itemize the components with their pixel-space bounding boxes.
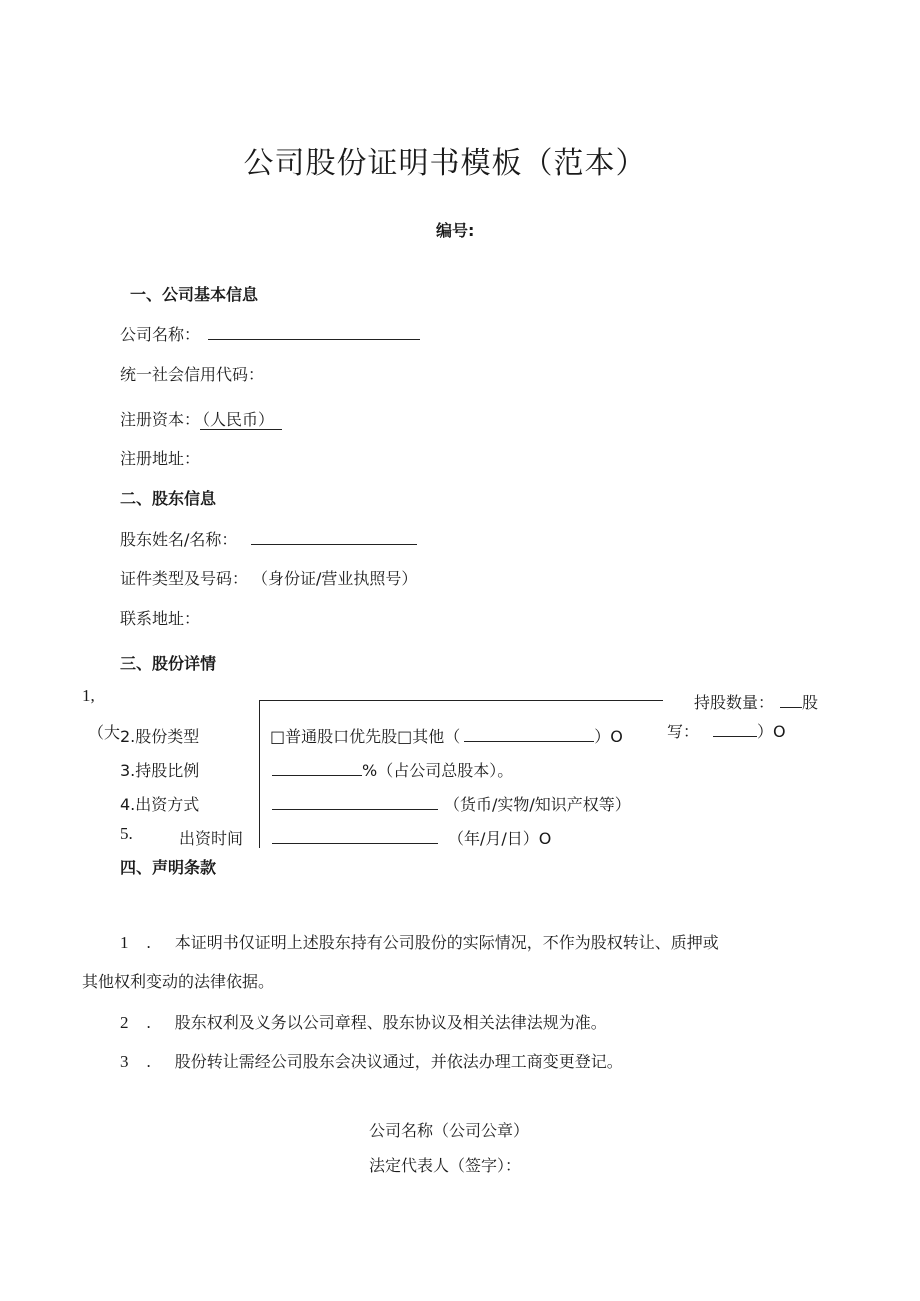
item2-close: ）O <box>594 727 623 746</box>
clause-3-text: 股份转让需经公司股东会决议通过，并依法办理工商变更登记。 <box>174 1052 623 1071</box>
id-hint: （身份证/营业执照号） <box>260 569 418 588</box>
item3-row <box>272 758 513 781</box>
section-heading-shareholder-info: 二、股东信息 <box>120 489 217 508</box>
item1-share-unit: 股 <box>802 693 819 712</box>
capital-label: 注册资本： <box>120 410 201 429</box>
item1-paren-text: （大 <box>88 723 121 742</box>
item3-suffix: %（占公司总股本）。 <box>362 761 514 780</box>
page-title: 公司股份证明书模板（范本） <box>243 146 647 181</box>
capital-row <box>120 407 282 430</box>
clause-1 <box>120 930 719 953</box>
section-heading-declarations: 四、声明条款 <box>120 858 217 877</box>
contribution-date-field[interactable] <box>272 827 438 844</box>
table-top-rule <box>259 700 663 701</box>
item1-number: 1, <box>82 686 95 705</box>
item4-hint: （货币/实物/知识产权等） <box>444 795 631 814</box>
item1-share-count-label: 持股数量： <box>694 693 775 712</box>
item5-number: 5. <box>120 824 133 843</box>
item1-capital-words-field[interactable] <box>713 720 757 737</box>
registered-address-label: 注册地址： <box>120 449 201 468</box>
table-left-rule <box>259 700 260 848</box>
share-ratio-field[interactable] <box>272 759 362 776</box>
item3-label: 3.持股比例 <box>120 761 200 780</box>
holder-name-row <box>120 527 417 550</box>
item5-label: 出资时间 <box>179 829 244 848</box>
clause-2-number: 2 <box>120 1013 129 1032</box>
item1-share-count-row <box>694 690 818 713</box>
item1-write-label: 写： <box>667 722 700 741</box>
share-type-other-field[interactable] <box>464 725 594 742</box>
clause-1-continuation: 其他权利变动的法律依据。 <box>82 972 275 991</box>
item5-row <box>272 826 551 849</box>
item1-share-count-field[interactable] <box>780 691 802 708</box>
serial-number-label: 编号: <box>436 221 475 240</box>
legal-representative-label: 法定代表人（签字）： <box>369 1156 522 1175</box>
contribution-method-field[interactable] <box>272 793 438 810</box>
item4-label: 4.出资方式 <box>120 795 200 814</box>
clause-2 <box>120 1010 607 1033</box>
holder-name-label: 股东姓名/名称： <box>120 530 238 549</box>
capital-currency-hint[interactable]: （人民币） <box>200 410 282 430</box>
clause-1-number: 1 <box>120 933 129 952</box>
company-name-field[interactable] <box>208 323 420 340</box>
contact-address-label: 联系地址： <box>120 609 201 628</box>
section-heading-company-info: 一、公司基本信息 <box>130 285 259 304</box>
company-name-row <box>120 322 420 345</box>
item1-write-row <box>667 719 786 742</box>
item4-row <box>272 792 631 815</box>
share-type-options[interactable]: □普通股口优先股□其他（ <box>270 727 461 746</box>
clause-3 <box>120 1049 623 1072</box>
clause-3-number: 3 <box>120 1052 129 1071</box>
holder-name-field[interactable] <box>251 528 417 545</box>
item1-close: ）O <box>757 722 786 741</box>
id-row <box>120 566 417 589</box>
clause-3-dot: . <box>146 1052 151 1071</box>
section-heading-share-details: 三、股份详情 <box>120 654 217 673</box>
company-seal-label: 公司名称（公司公章） <box>369 1121 530 1140</box>
item2-label: 2.股份类型 <box>120 727 200 746</box>
credit-code-label: 统一社会信用代码： <box>120 365 265 384</box>
clause-1-dot: . <box>146 933 151 952</box>
clause-2-text: 股东权利及义务以公司章程、股东协议及相关法律法规为准。 <box>174 1013 607 1032</box>
clause-1-text: 本证明书仅证明上述股东持有公司股份的实际情况，不作为股权转让、质押或 <box>174 933 719 952</box>
item5-hint: （年/月/日）O <box>448 829 552 848</box>
company-name-label: 公司名称： <box>120 325 201 344</box>
item2-row <box>270 724 623 747</box>
clause-2-dot: . <box>146 1013 151 1032</box>
id-label: 证件类型及号码： <box>120 569 249 588</box>
